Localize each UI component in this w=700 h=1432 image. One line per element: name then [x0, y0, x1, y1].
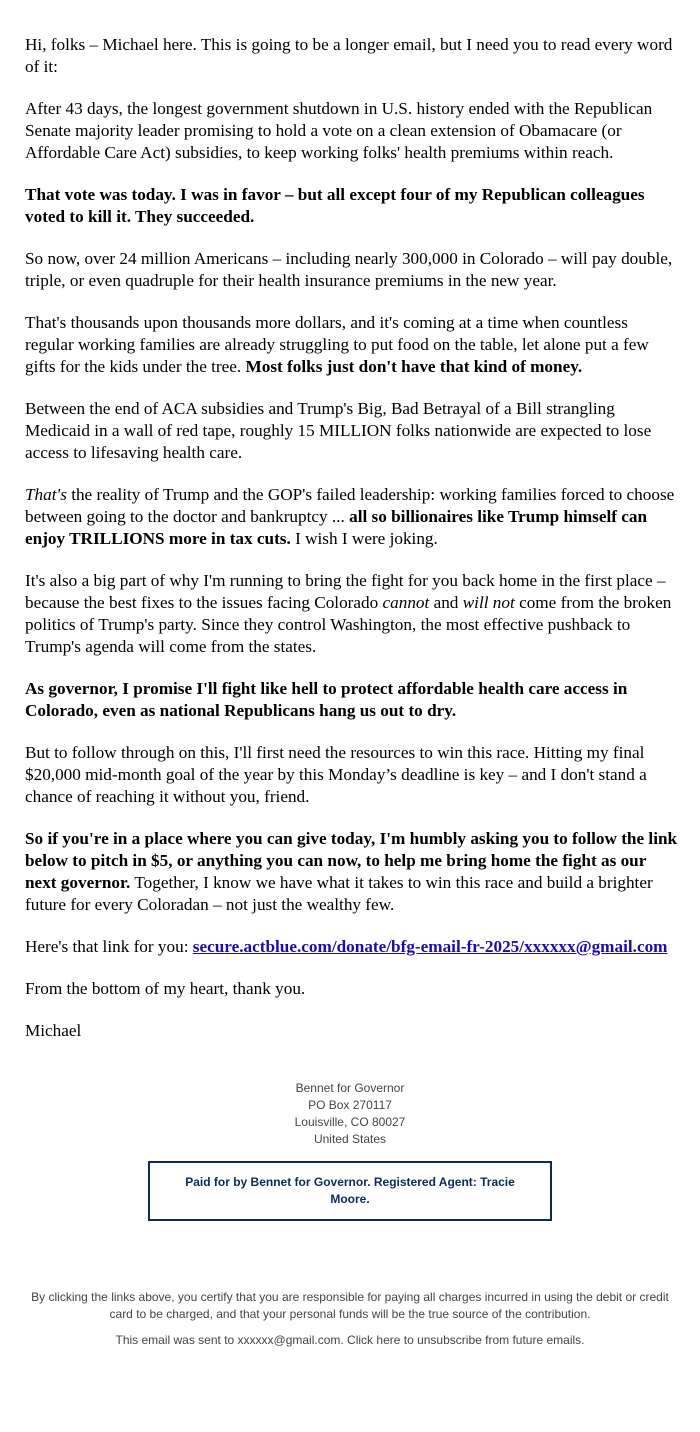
- body-paragraph: [25, 978, 678, 1000]
- text: It's also a big part of why I'm running to bring the fight for you back home in the first place – because the best fixes to the issues facing Colorado: [25, 571, 666, 612]
- body-paragraph: [25, 678, 678, 722]
- text: From the bottom of my heart, thank you.: [25, 979, 306, 998]
- bold-text: As governor, I promise I'll fight like hell to protect affordable health care access in Colorado, even as national Republicans hang us out to dry.: [25, 679, 628, 720]
- paid-for-disclaimer: Paid for by Bennet for Governor. Registered Agent: Tracie Moore.: [148, 1161, 552, 1221]
- address-line: Bennet for Governor: [295, 1081, 405, 1095]
- text: Hi, folks – Michael here. This is going to be a longer email, but I need you to read every word of it:: [25, 35, 673, 76]
- body-paragraph: [25, 1020, 678, 1042]
- text: So now, over 24 million Americans – including nearly 300,000 in Colorado – will pay double, triple, or even quadruple for their health insurance premiums in the new year.: [25, 249, 673, 290]
- text: and: [429, 593, 463, 612]
- body-paragraph: [25, 828, 678, 916]
- email-body: [25, 34, 678, 1042]
- text: That's thousands upon thousands more dollars, and it's coming at a time when countless regular working families are already struggling to put food on the table, let alone put a few gifts for the kids under the tree.: [25, 313, 649, 376]
- body-paragraph: [25, 742, 678, 808]
- body-paragraph: [25, 398, 678, 464]
- text: come from the broken politics of Trump's party. Since they control Washington, the most effective pushback to Trump's agenda will come from the states.: [25, 593, 672, 656]
- address-line: United States: [313, 1132, 387, 1146]
- italic-text: cannot: [382, 593, 430, 612]
- body-paragraph: [25, 570, 678, 658]
- text: But to follow through on this, I'll first need the resources to win this race. Hitting my final $20,000 mid-month goal of the year by this Monday’s deadline is key – and I don't stand a chance of reaching it without you, friend.: [25, 743, 647, 806]
- body-paragraph: [25, 248, 678, 292]
- donate-link[interactable]: secure.actblue.com/donate/bfg-email-fr-2025/xxxxxx@gmail.com: [192, 937, 668, 956]
- email-footer: [0, 1080, 700, 1349]
- unsubscribe-link[interactable]: This email was sent to xxxxxx@gmail.com. Click here to unsubscribe from future emails.: [115, 1333, 585, 1347]
- bold-text: So if you're in a place where you can give today, I'm humbly asking you to follow the link below to pitch in $5, or anything you can now, to help me bring home the fight as our next governor.: [25, 829, 678, 892]
- body-paragraph: [25, 936, 678, 958]
- text: After 43 days, the longest government shutdown in U.S. history ended with the Republican Senate majority leader promising to hold a vote on a clean extension of Obamacare (or Affordable Care Act) subsidies, to keep working folks' health premiums within reach.: [25, 99, 653, 162]
- legal-disclaimer: By clicking the links above, you certify that you are responsible for paying all charges incurred in using the debit or credit card to be charged, and that your personal funds will be the true source of the contribution.: [31, 1290, 669, 1321]
- text: Michael: [25, 1021, 82, 1040]
- address-line: Louisville, CO 80027: [294, 1115, 406, 1129]
- text: Between the end of ACA subsidies and Trump's Big, Bad Betrayal of a Bill strangling Medicaid in a wall of red tape, roughly 15 MILLION folks nationwide are expected to lose access to lifesaving health care.: [25, 399, 652, 462]
- body-paragraph: [25, 312, 678, 378]
- bold-text: all so billionaires like Trump himself can enjoy TRILLIONS more in tax cuts.: [25, 507, 648, 548]
- mailing-address: [0, 1080, 700, 1148]
- text: Here's that link for you:: [25, 937, 193, 956]
- text: the reality of Trump and the GOP's failed leadership: working families forced to choose between going to the doctor and bankruptcy ...: [25, 485, 675, 526]
- bold-text: Most folks just don't have that kind of money.: [245, 357, 583, 376]
- italic-text: will not: [462, 593, 515, 612]
- body-paragraph: [25, 184, 678, 228]
- address-line: PO Box 270117: [308, 1098, 392, 1112]
- italic-text: That's: [25, 485, 67, 504]
- text: I wish I were joking.: [290, 529, 438, 548]
- bold-text: That vote was today. I was in favor – but all except four of my Republican colleagues voted to kill it. They succeeded.: [25, 185, 645, 226]
- body-paragraph: [25, 34, 678, 78]
- body-paragraph: [25, 98, 678, 164]
- body-paragraph: [25, 484, 678, 550]
- text: Together, I know we have what it takes to win this race and build a brighter future for every Coloradan – not just the wealthy few.: [25, 873, 653, 914]
